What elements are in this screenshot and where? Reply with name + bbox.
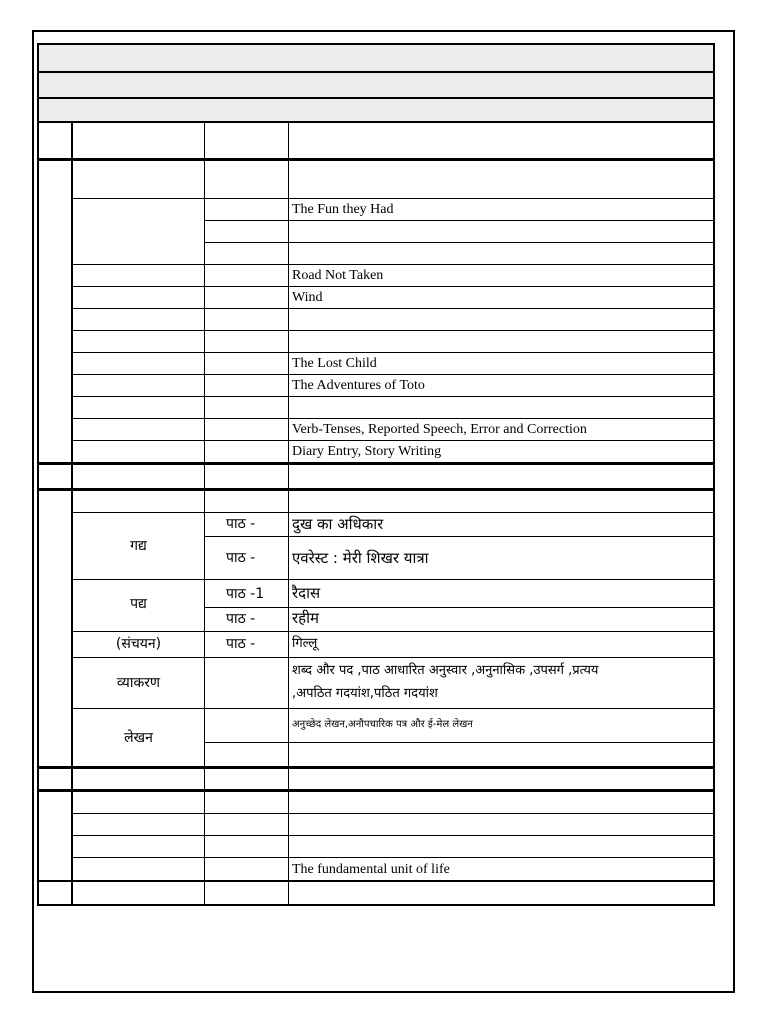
english-row-6-title: Verb-Tenses, Reported Speech, Error and Correction [292, 422, 587, 437]
header-band-2 [37, 71, 715, 99]
science-row-1-title: The fundamental unit of life [292, 862, 450, 877]
hindi-gadya-title-1: दुख का अधिकार [292, 515, 384, 533]
hindi-padya-title-2: रहीम [292, 609, 319, 627]
hindi-sanchayan-label: (संचयन) [115, 636, 162, 652]
hindi-vyakaran-line-2: ,अपठित गदयांश,पठित गदयांश [292, 686, 438, 701]
hindi-padya-lesson-2: पाठ - [226, 611, 256, 627]
english-row-2-title: Road Not Taken [292, 268, 384, 283]
hindi-vyakaran-label: व्याकरण [116, 675, 161, 691]
hindi-sanchayan-title: गिल्लू [292, 636, 318, 651]
header-band-1 [37, 43, 715, 73]
hindi-gadya-label: गद्य [130, 538, 147, 554]
english-row-1-title: The Fun they Had [292, 202, 394, 217]
english-row-7-title: Diary Entry, Story Writing [292, 444, 442, 459]
hindi-padya-lesson-1: पाठ -1 [226, 586, 265, 602]
hindi-gadya-title-2: एवरेस्ट : मेरी शिखर यात्रा [292, 549, 429, 567]
hindi-lekhan-label: लेखन [124, 730, 153, 746]
hindi-lekhan-title: अनुच्छेद लेखन,अनौपचारिक पत्र और ई-मेल लेखन [292, 719, 473, 730]
hindi-sanchayan-lesson: पाठ - [226, 636, 256, 652]
hindi-padya-title-1: रैदास [292, 584, 321, 602]
english-row-3-title: Wind [292, 290, 323, 305]
english-row-4-title: The Lost Child [292, 356, 377, 371]
english-row-5-title: The Adventures of Toto [292, 378, 425, 393]
hindi-padya-label: पद्य [130, 596, 147, 612]
hindi-vyakaran-line-1: शब्द और पद ,पाठ आधारित अनुस्वार ,अनुनासिक ,उपसर्ग ,प्रत्यय [292, 663, 599, 678]
hindi-gadya-lesson-2: पाठ - [226, 550, 256, 566]
hindi-gadya-lesson-1: पाठ - [226, 516, 256, 532]
header-band-3 [37, 97, 715, 123]
